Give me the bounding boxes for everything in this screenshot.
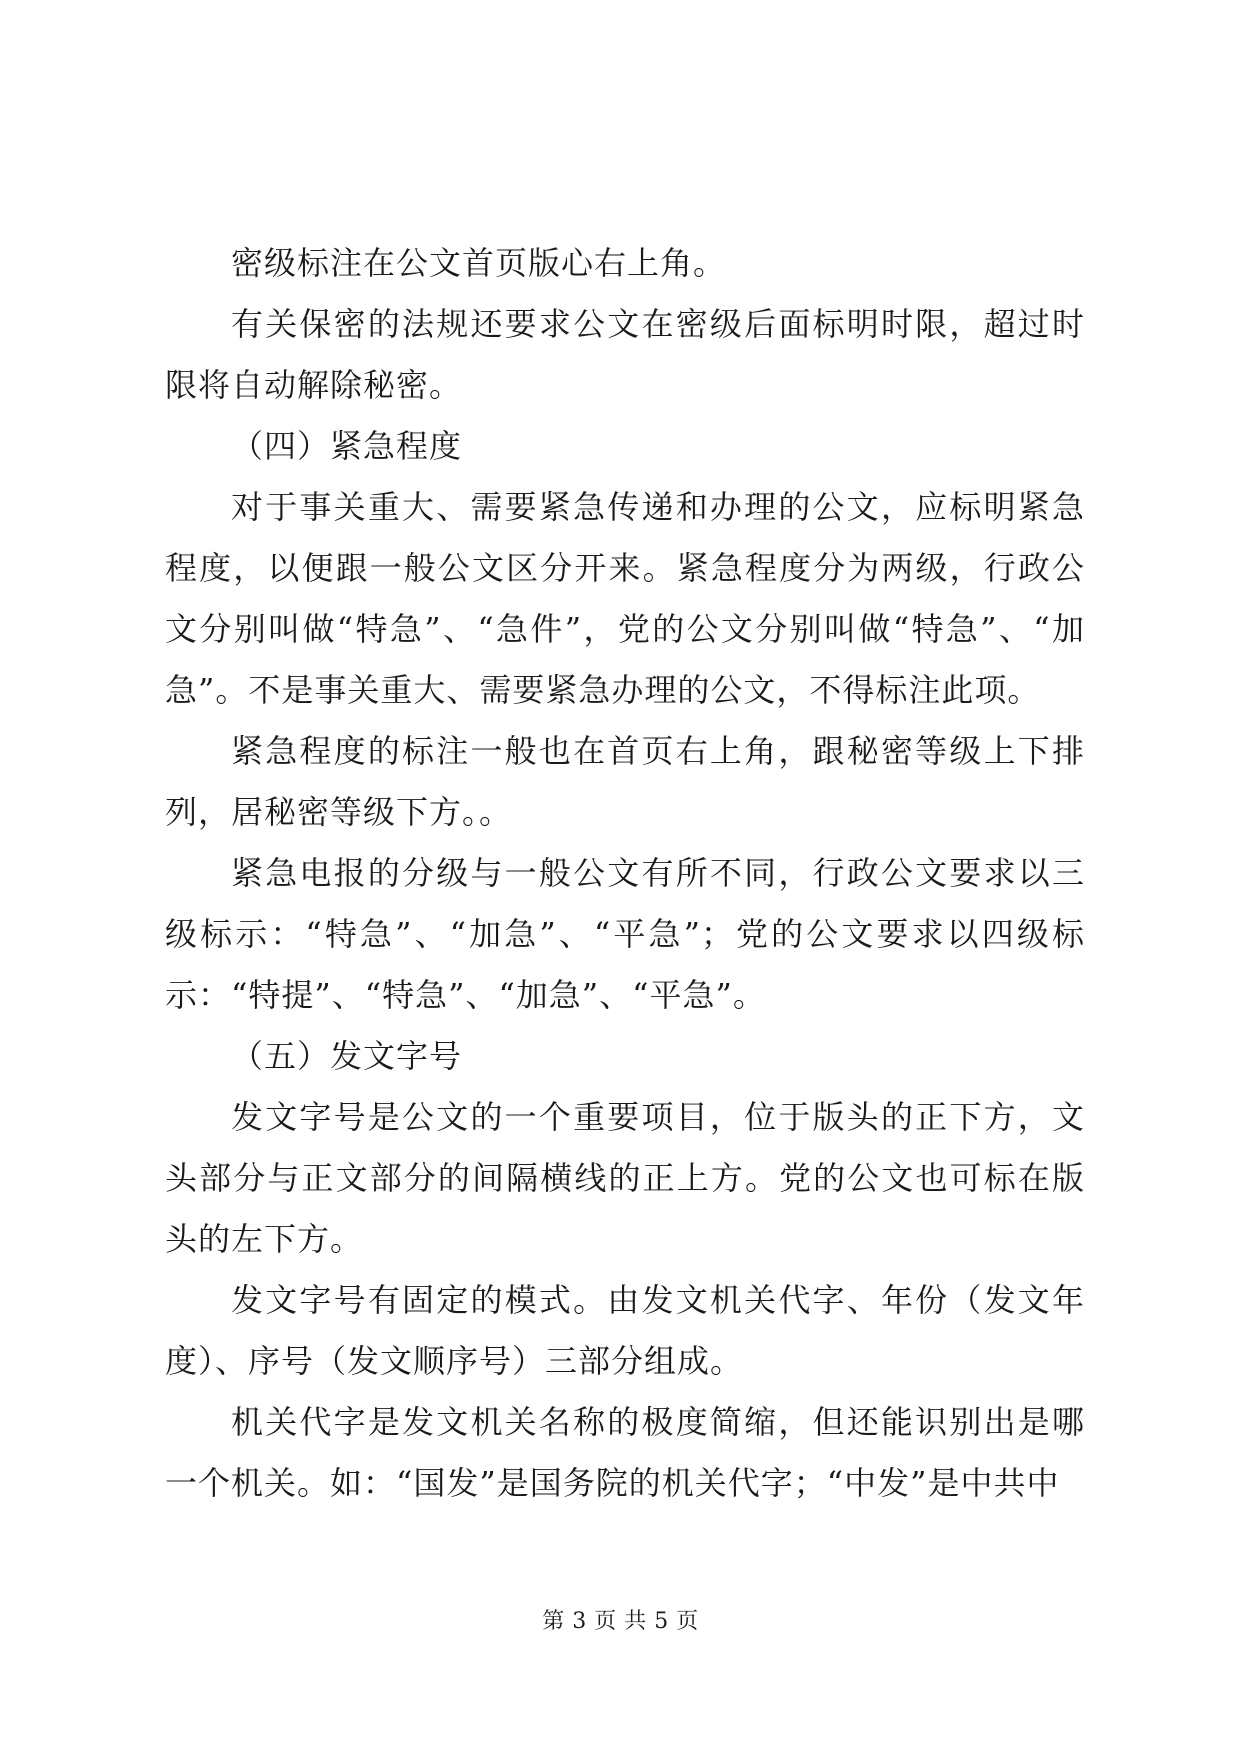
section-heading-document-number: （五）发文字号 (231, 1037, 463, 1075)
paragraph-telegram-levels: 紧急电报的分级与一般公文有所不同，行政公文要求以三级标示：“特急”、“加急”、“平急”；党的公文要求以四级标示：“特提”、“特急”、“加急”、“平急”。 (165, 854, 1085, 1014)
paragraph-urgency-position: 紧急程度的标注一般也在首页右上角，跟秘密等级上下排列，居秘密等级下方。。 (165, 732, 1085, 831)
paragraph-agency-code: 机关代字是发文机关名称的极度简缩，但还能识别出是哪一个机关。如：“国发”是国务院的机关代字；“中发”是中共中 (165, 1403, 1085, 1502)
paragraph-secrecy-time-limit: 有关保密的法规还要求公文在密级后面标明时限，超过时限将自动解除秘密。 (165, 305, 1085, 404)
paragraph-document-number-position: 发文字号是公文的一个重要项目，位于版头的正下方，文头部分与正文部分的间隔横线的正上方。党的公文也可标在版头的左下方。 (165, 1098, 1085, 1258)
paragraph-document-number-format: 发文字号有固定的模式。由发文机关代字、年份（发文年度）、序号（发文顺序号）三部分组成。 (165, 1281, 1085, 1380)
section-heading-urgency: （四）紧急程度 (231, 427, 463, 465)
paragraph-urgency-levels: 对于事关重大、需要紧急传递和办理的公文，应标明紧急程度，以便跟一般公文区分开来。紧急程度分为两级，行政公文分别叫做“特急”、“急件”，党的公文分别叫做“特急”、“加急”。不是事关重大、需要紧急办理的公文，不得标注此项。 (165, 488, 1085, 709)
paragraph-secrecy-position: 密级标注在公文首页版心右上角。 (231, 244, 727, 282)
page-number-footer: 第 3 页 共 5 页 (542, 1609, 699, 1634)
document-body (165, 233, 1085, 1514)
